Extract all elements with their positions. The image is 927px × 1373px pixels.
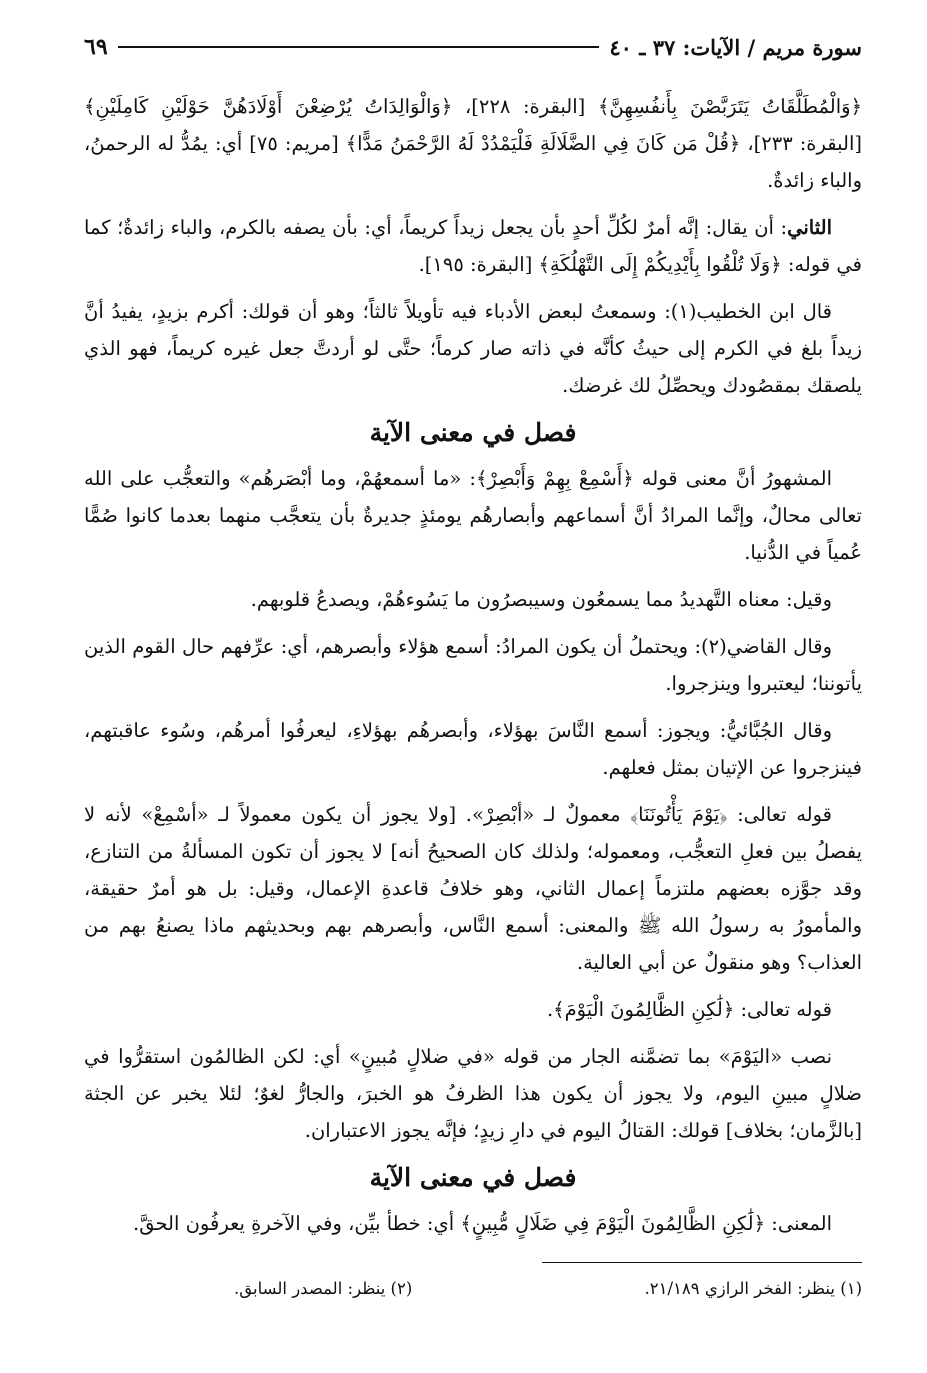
running-header: [84, 30, 862, 64]
paragraph: المعنى: ﴿لَٰكِنِ الظَّالِمُونَ الْيَوْمَ فِي ضَلَالٍ مُّبِينٍ﴾ أي: خطأ بيِّن، وفي الآخرةِ يعرفُون الحقَّ.: [133, 1212, 832, 1235]
page-number: ٦٩: [84, 34, 108, 60]
footnotes: [84, 1275, 862, 1303]
paragraph: نصب «اليَوْمَ» بما تضمَّنه الجار من قوله «في ضلالٍ مُبينٍ» أي: لكن الظالمُون استقرُّوا في ضلالٍ مبينِ اليوم، ولا يجوز أن يكون هذا الظرفُ هو الخبرَ، والجارُّ لغوٌ؛ لئلا يخبر عن الجثة [بالزَّمان؛ بخلاف] قولك: القتالُ اليوم في دارِ زيدٍ؛ فإنَّه يجوز الاعتباران.: [84, 1045, 862, 1142]
section-heading: فصل في معنى الآية: [369, 418, 577, 447]
header-rule: [118, 46, 600, 48]
footnote-2: (٢) ينظر: المصدر السابق.: [234, 1279, 413, 1298]
paragraph: ﴿وَالْمُطَلَّقَاتُ يَتَرَبَّصْنَ بِأَنفُسِهِنَّ﴾ [البقرة: ٢٢٨]، ﴿وَالْوَالِدَاتُ يُرْضِعْنَ أَوْلَادَهُنَّ حَوْلَيْنِ كَامِلَيْنِ﴾ [البقرة: ٢٣٣]، ﴿قُلْ مَن كَانَ فِي الضَّلَالَةِ فَلْيَمْدُدْ لَهُ الرَّحْمَنُ مَدًّا﴾ [مريم: ٧٥] أي: يمُدُّ له الرحمنُ، والباء زائدةٌ.: [84, 95, 862, 192]
page-body: [84, 88, 862, 1242]
paragraph: قوله تعالى: ﴿يَوْمَ يَأْتُونَنَا﴾ معمولٌ لـ «أبْصِرْ». [ولا يجوز أن يكون معمولاً لـ «أسْمِعْ» لأنه لا يفصلُ بين فعلِ التعجُّب، ومعموله؛ ولذلك كان الصحيحُ أنه] لا يجوز أن تكون المسألةُ من التنازع، وقد جوَّزه بعضهم ملتزماً إعمال الثاني، وهو خلافُ قاعدةِ الإعمال، وقيل: بل هو أمرٌ حقيقة، والمأمورُ به رسولُ الله ﷺ والمعنى: أسمع النَّاس، وأبصرهم بهم وبحديثهم ماذا يصنعُ بهم من العذاب؟ وهو منقولٌ عن أبي العالية.: [84, 803, 862, 974]
footnote-rule: [542, 1262, 862, 1263]
section-heading: فصل في معنى الآية: [369, 1163, 577, 1192]
paragraph: المشهورُ أنَّ معنى قوله ﴿أَسْمِعْ بِهِمْ وَأَبْصِرْ﴾: «ما أسمعهُمْ، وما أبْصَرهُم» والتعجُّب على الله تعالى محالٌ، وإنَّما المرادُ أنَّ أسماعهم وأبصارهُم يومئذٍ جديرةٌ بأن يتعجَّب منهما بعدما كانوا صُمًّا عُمياً في الدُّنيا.: [84, 467, 862, 564]
surah-title: سورة مريم / الآيات: ٣٧ ـ ٤٠: [609, 34, 862, 60]
paragraph: قوله تعالى: ﴿لَٰكِنِ الظَّالِمُونَ الْيَوْمَ﴾.: [546, 998, 832, 1021]
paragraph: وقيل: معناه التَّهديدُ مما يسمعُون وسيبصرُون ما يَسُوءهُمْ، ويصدعُ قلوبهم.: [250, 588, 832, 611]
page: [84, 30, 862, 1350]
paragraph: وقال الجُبَّائيُّ: ويجوز: أسمع النَّاسَ بهؤلاء، وأبصرهُم بهؤلاءِ، ليعرفُوا أمرهُم، وسُوء عاقبتهم، فينزجروا عن الإتيان بمثل فعلهم.: [84, 719, 862, 779]
paragraph-text: : أن يقال: إنَّه أمرٌ لكُلِّ أحدٍ بأن يجعل زيداً كريماً، أي: بأن يصفه بالكرم، والباء زائدةٌ؛ كما في قوله: ﴿وَلَا تُلْقُوا بِأَيْدِيكُمْ إِلَى التَّهْلُكَةِ﴾ [البقرة: ١٩٥].: [84, 216, 862, 276]
paragraph: [84, 209, 862, 283]
paragraph: وقال القاضي(٢): ويحتملُ أن يكون المرادُ: أسمع هؤلاء وأبصرهم، أي: عرِّفهم حال القوم الذين يأتوننا؛ ليعتبروا وينزجروا.: [84, 635, 862, 695]
paragraph: قال ابن الخطيب(١): وسمعتُ لبعض الأدباء فيه تأويلاً ثالثاً؛ وهو أن قولك: أكرم بزيدٍ، يفيدُ أنَّ زيداً بلغ في الكرم إلى حيثُ كأنَّه في ذاته صار كرماً؛ حتَّى لو أردتَّ جعل غيره كريماً، فهو الذي يلصقك بمقصُودك ويحصِّلُ لك غرضك.: [84, 300, 862, 397]
footnote-1: (١) ينظر: الفخر الرازي ٢١/١٨٩.: [644, 1279, 862, 1298]
paragraph-lead-word: الثاني: [787, 216, 832, 239]
